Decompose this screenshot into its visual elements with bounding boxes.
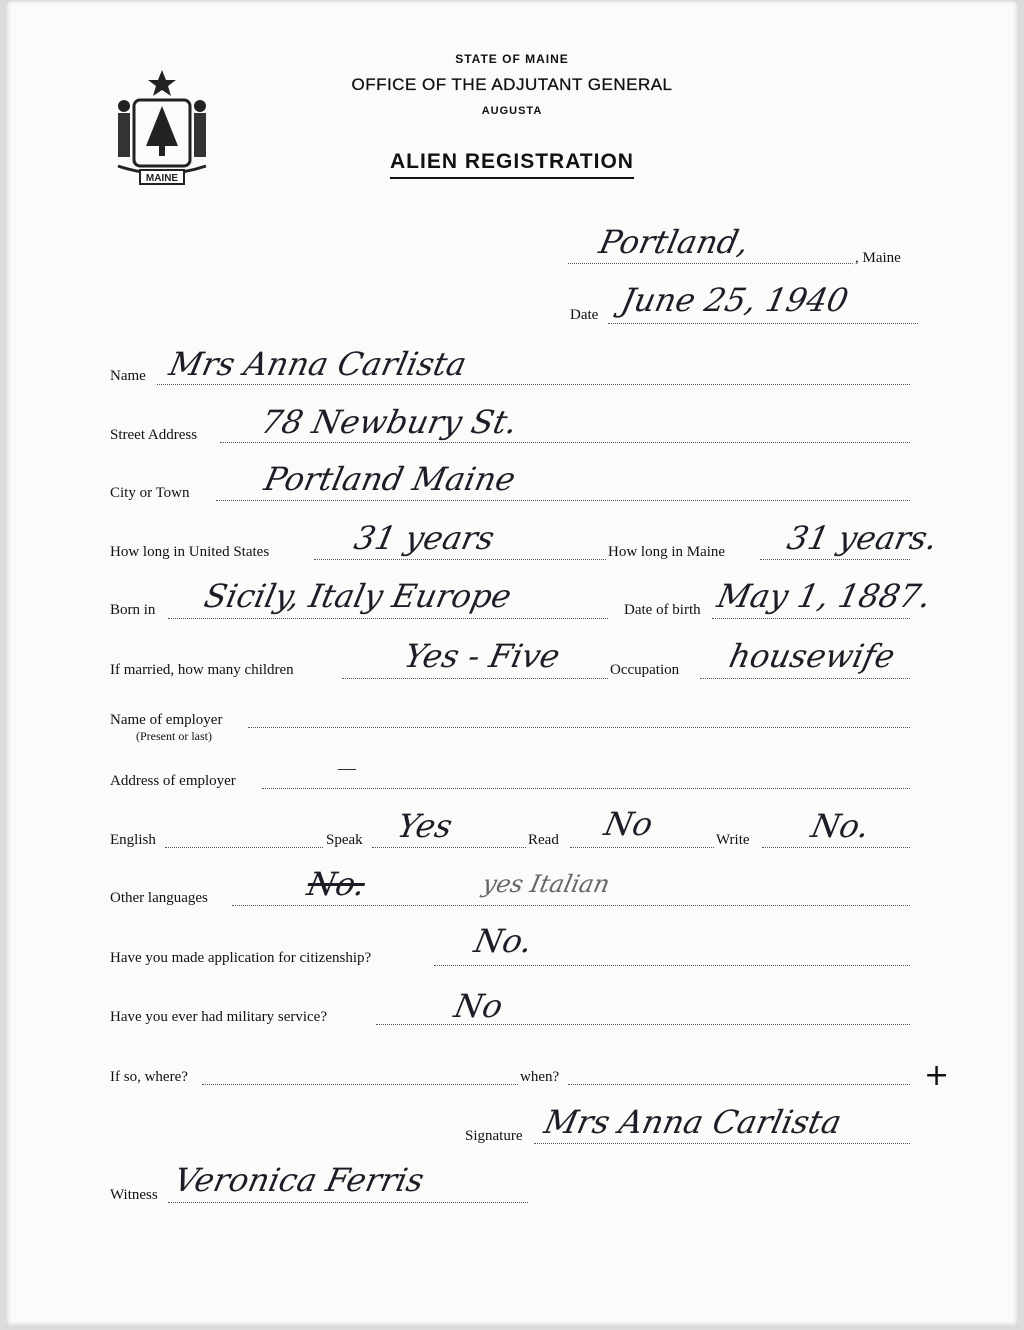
witness-label: Witness: [110, 1187, 158, 1203]
us-duration-line: [314, 559, 606, 560]
city-handwriting: Portland Maine: [260, 460, 519, 498]
employer-name-label: Name of employer: [110, 712, 223, 728]
citizenship-handwriting: No.: [470, 922, 536, 960]
employer-address-label: Address of employer: [110, 773, 236, 789]
write-label: Write: [716, 832, 750, 848]
place-suffix: , Maine: [855, 250, 901, 266]
cross-mark: +: [924, 1058, 950, 1093]
other-languages-note: yes Italian: [480, 870, 613, 898]
witness-handwriting: Veronica Ferris: [170, 1161, 428, 1199]
children-label: If married, how many children: [110, 662, 294, 678]
date-label: Date: [570, 307, 599, 323]
birth-date-handwriting: May 1, 1887.: [713, 577, 935, 615]
form-title: ALIEN REGISTRATION: [0, 150, 1024, 174]
maine-duration-label: How long in Maine: [608, 544, 726, 560]
place-handwriting: Portland,: [595, 223, 753, 261]
city-line: [216, 500, 910, 501]
svg-text:MAINE: MAINE: [145, 173, 179, 184]
born-in-handwriting: Sicily, Italy Europe: [200, 577, 515, 615]
read-line: [570, 847, 714, 848]
date-handwriting: June 25, 1940: [617, 281, 852, 319]
street-label: Street Address: [110, 427, 198, 443]
speak-label: Speak: [326, 832, 363, 848]
city-heading: AUGUSTA: [481, 105, 543, 117]
us-duration-label: How long in United States: [110, 544, 270, 560]
employer-name-sublabel: (Present or last): [136, 729, 212, 743]
employer-name-line: [248, 727, 910, 728]
signature-label: Signature: [465, 1128, 523, 1144]
read-handwriting: No: [600, 805, 657, 843]
other-languages-handwriting: No.: [303, 865, 369, 903]
place-line: [568, 263, 853, 264]
write-line: [762, 847, 910, 848]
where-label: If so, where?: [110, 1069, 188, 1085]
employer-address-dash: —: [338, 758, 356, 778]
military-handwriting: No: [450, 987, 507, 1025]
name-line: [157, 384, 910, 385]
state-heading: STATE OF MAINE: [455, 52, 569, 66]
other-languages-label: Other languages: [110, 890, 208, 906]
signature-handwriting: Mrs Anna Carlista: [540, 1103, 845, 1141]
speak-handwriting: Yes: [393, 807, 456, 845]
born-in-label: Born in: [110, 602, 156, 618]
when-line: [568, 1084, 910, 1085]
maine-duration-line: [760, 559, 910, 560]
date-line: [608, 323, 918, 324]
english-label: English: [110, 832, 156, 848]
street-handwriting: 78 Newbury St.: [257, 403, 521, 441]
occupation-label: Occupation: [610, 662, 680, 678]
write-handwriting: No.: [807, 807, 873, 845]
office-heading: OFFICE OF THE ADJUTANT GENERAL: [351, 75, 673, 94]
employer-address-line: [262, 788, 910, 789]
city-label: City or Town: [110, 485, 190, 501]
read-label: Read: [528, 832, 559, 848]
other-languages-line: [232, 905, 910, 906]
children-handwriting: Yes - Five: [400, 637, 564, 675]
citizenship-label: Have you made application for citizenship?: [110, 950, 372, 966]
name-handwriting: Mrs Anna Carlista: [165, 345, 470, 383]
citizenship-line: [434, 965, 910, 966]
children-line: [342, 678, 608, 679]
military-label: Have you ever had military service?: [110, 1009, 327, 1025]
when-label: when?: [520, 1069, 560, 1085]
maine-duration-handwriting: 31 years.: [783, 519, 941, 557]
street-line: [220, 442, 910, 443]
where-line: [202, 1084, 518, 1085]
name-label: Name: [110, 368, 146, 384]
birth-date-label: Date of birth: [624, 602, 701, 618]
birth-date-line: [712, 618, 910, 619]
born-in-line: [168, 618, 608, 619]
english-line: [165, 847, 323, 848]
occupation-line: [700, 678, 910, 679]
witness-line: [168, 1202, 528, 1203]
speak-line: [372, 847, 526, 848]
occupation-handwriting: housewife: [725, 637, 899, 675]
us-duration-handwriting: 31 years: [350, 519, 498, 557]
signature-line: [534, 1143, 910, 1144]
